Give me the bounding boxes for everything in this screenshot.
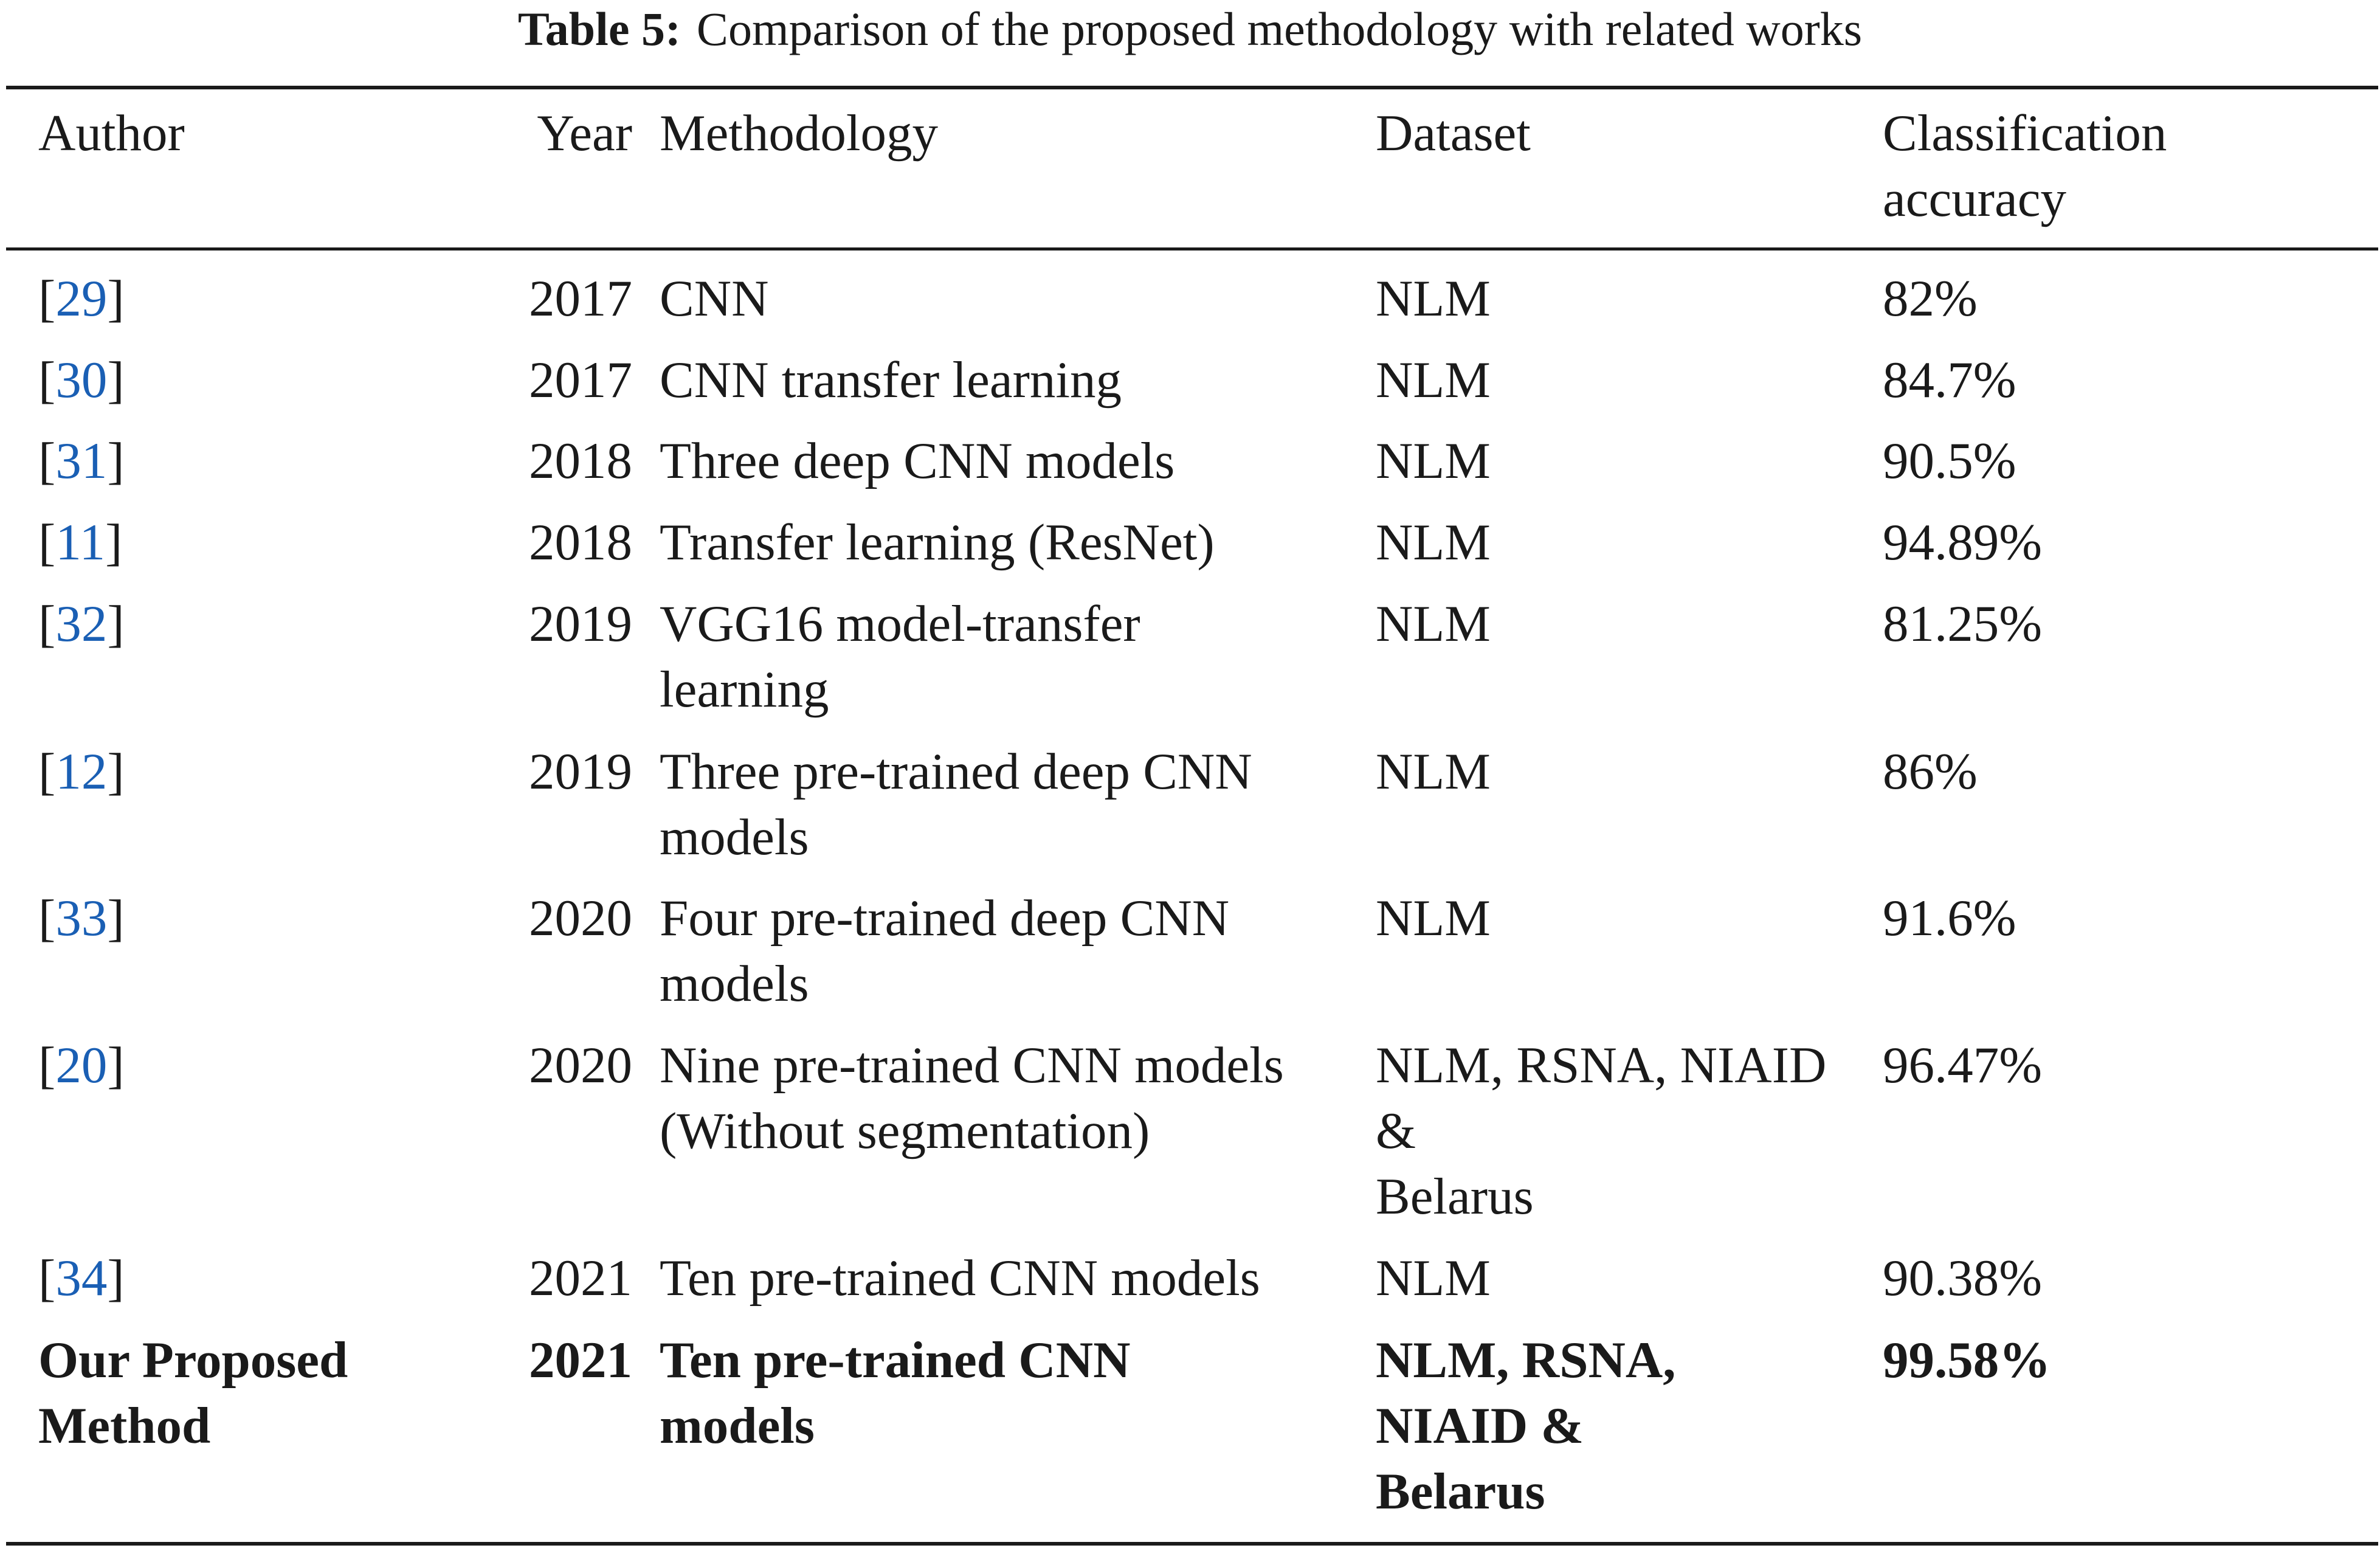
accuracy-cell: 96.47% bbox=[1883, 1037, 2043, 1094]
accuracy-cell: 81.25% bbox=[1883, 595, 2043, 652]
author-cell: [11] bbox=[38, 514, 123, 571]
bottom-rule bbox=[6, 1542, 2378, 1546]
methodology-cell: Ten pre-trained CNN models bbox=[660, 1332, 1131, 1454]
header-accuracy: Classification accuracy bbox=[1883, 105, 2167, 227]
methodology-cell: Three deep CNN models bbox=[660, 432, 1175, 489]
top-rule bbox=[6, 86, 2378, 89]
author-cell: [34] bbox=[38, 1249, 125, 1307]
dataset-cell: NLM bbox=[1376, 890, 1491, 947]
table-caption bbox=[0, 0, 2380, 61]
reference-link[interactable]: 33 bbox=[55, 890, 108, 947]
reference-link[interactable]: 11 bbox=[55, 514, 106, 571]
year-cell: 2017 bbox=[529, 351, 632, 409]
accuracy-cell: 86% bbox=[1883, 743, 1978, 800]
methodology-cell: VGG16 model-transfer learning bbox=[660, 595, 1140, 718]
methodology-cell: Ten pre-trained CNN models bbox=[660, 1249, 1260, 1307]
author-cell: [32] bbox=[38, 595, 125, 652]
author-cell: Our Proposed Method bbox=[38, 1332, 348, 1454]
author-cell: [20] bbox=[38, 1037, 125, 1094]
accuracy-cell: 94.89% bbox=[1883, 514, 2043, 571]
dataset-cell: NLM bbox=[1376, 514, 1491, 571]
accuracy-cell: 90.38% bbox=[1883, 1249, 2043, 1307]
author-cell: [12] bbox=[38, 743, 125, 800]
header-year: Year bbox=[537, 105, 632, 162]
reference-link[interactable]: 12 bbox=[55, 743, 108, 800]
header-rule bbox=[6, 247, 2378, 251]
accuracy-cell: 99.58% bbox=[1883, 1332, 2051, 1389]
author-cell: [31] bbox=[38, 432, 125, 489]
year-cell: 2020 bbox=[529, 890, 632, 947]
reference-link[interactable]: 32 bbox=[55, 595, 108, 652]
year-cell: 2017 bbox=[529, 270, 632, 327]
header-dataset: Dataset bbox=[1376, 105, 1531, 162]
author-cell: [30] bbox=[38, 351, 125, 409]
methodology-cell: CNN bbox=[660, 270, 769, 327]
reference-link[interactable]: 20 bbox=[55, 1037, 108, 1094]
dataset-cell: NLM, RSNA, NIAID & Belarus bbox=[1376, 1332, 1676, 1520]
year-cell: 2021 bbox=[529, 1249, 632, 1307]
reference-link[interactable]: 30 bbox=[55, 351, 108, 409]
dataset-cell: NLM bbox=[1376, 270, 1491, 327]
year-cell: 2018 bbox=[529, 432, 632, 489]
methodology-cell: Three pre-trained deep CNN models bbox=[660, 743, 1252, 866]
methodology-cell: Nine pre-trained CNN models (Without segmentation) bbox=[660, 1037, 1284, 1159]
accuracy-cell: 91.6% bbox=[1883, 890, 2016, 947]
year-cell: 2021 bbox=[529, 1332, 632, 1389]
author-cell: [29] bbox=[38, 270, 125, 327]
reference-link[interactable]: 34 bbox=[55, 1249, 108, 1307]
dataset-cell: NLM bbox=[1376, 595, 1491, 652]
methodology-cell: Four pre-trained deep CNN models bbox=[660, 890, 1230, 1012]
year-cell: 2019 bbox=[529, 743, 632, 800]
dataset-cell: NLM bbox=[1376, 743, 1491, 800]
year-cell: 2020 bbox=[529, 1037, 632, 1094]
header-author: Author bbox=[38, 105, 185, 162]
dataset-cell: NLM bbox=[1376, 351, 1491, 409]
dataset-cell: NLM, RSNA, NIAID & Belarus bbox=[1376, 1037, 1827, 1225]
dataset-cell: NLM bbox=[1376, 432, 1491, 489]
table-label: Table 5: bbox=[517, 2, 681, 55]
dataset-cell: NLM bbox=[1376, 1249, 1491, 1307]
year-cell: 2018 bbox=[529, 514, 632, 571]
accuracy-cell: 82% bbox=[1883, 270, 1978, 327]
accuracy-cell: 84.7% bbox=[1883, 351, 2016, 409]
reference-link[interactable]: 31 bbox=[55, 432, 108, 489]
author-cell: [33] bbox=[38, 890, 125, 947]
header-methodology: Methodology bbox=[660, 105, 939, 162]
methodology-cell: Transfer learning (ResNet) bbox=[660, 514, 1215, 571]
accuracy-cell: 90.5% bbox=[1883, 432, 2016, 489]
table-title: Comparison of the proposed methodology with related works bbox=[696, 2, 1863, 55]
reference-link[interactable]: 29 bbox=[55, 270, 108, 327]
methodology-cell: CNN transfer learning bbox=[660, 351, 1122, 409]
year-cell: 2019 bbox=[529, 595, 632, 652]
